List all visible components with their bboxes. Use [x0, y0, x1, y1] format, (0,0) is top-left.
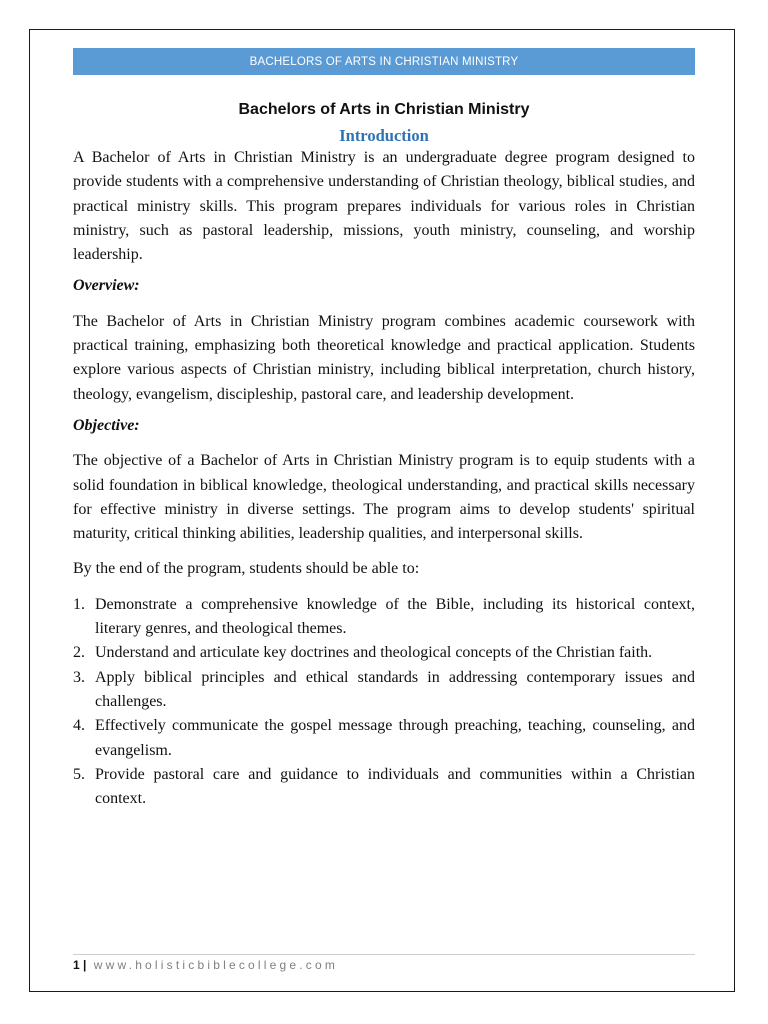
- list-item-number: 2.: [73, 644, 85, 662]
- list-item-text: Demonstrate a comprehensive knowledge of the Bible, including its historical context, literary genres, and theological themes.: [95, 595, 695, 638]
- objective-heading: Objective:: [73, 416, 140, 434]
- list-item-number: 4.: [73, 717, 85, 735]
- list-item-text: Understand and articulate key doctrines and theological concepts of the Christian faith.: [95, 644, 653, 662]
- overview-heading: Overview:: [73, 277, 140, 295]
- outcomes-list: [73, 593, 695, 812]
- header-band: [73, 48, 695, 75]
- list-intro: By the end of the program, students should be able to:: [73, 560, 420, 578]
- list-item: [73, 666, 695, 715]
- list-item-number: 5.: [73, 765, 85, 783]
- document-body: [73, 98, 695, 811]
- page-number: 1 |: [73, 958, 87, 972]
- list-item-number: 1.: [73, 595, 85, 613]
- list-item: [73, 593, 695, 642]
- list-item-text: Apply biblical principles and ethical standards in addressing contemporary issues and challenges.: [95, 668, 695, 710]
- page-footer: [73, 958, 338, 972]
- header-band-text: BACHELORS OF ARTS IN CHRISTIAN MINISTRY: [249, 55, 519, 68]
- intro-paragraph: A Bachelor of Arts in Christian Ministry is an undergraduate degree program designed to provide students with a comprehensive understanding of Christian theology, biblical studies, and practical ministry skills. This program prepares individuals for various roles in Christian ministry, such as pastoral leadership, missions, youth ministry, counseling, and worship leadership.: [73, 149, 695, 264]
- list-item: [73, 763, 695, 812]
- objective-paragraph: The objective of a Bachelor of Arts in Christian Ministry program is to equip students with a solid foundation in biblical knowledge, theological understanding, and practical skills necessary for effective ministry in diverse settings. The program aims to develop students' spiritual maturity, critical thinking abilities, leadership qualities, and interpersonal skills.: [73, 452, 695, 543]
- list-item-text: Effectively communicate the gospel message through preaching, teaching, counseling, and evangelism.: [95, 717, 695, 759]
- footer-website-link[interactable]: www.holisticbiblecollege.com: [93, 958, 339, 972]
- list-item: [73, 641, 695, 665]
- list-item-number: 3.: [73, 668, 85, 686]
- footer-divider: [73, 954, 695, 955]
- list-item-text: Provide pastoral care and guidance to individuals and communities within a Christian context.: [95, 765, 695, 808]
- intro-heading: Introduction: [339, 126, 429, 145]
- overview-paragraph: The Bachelor of Arts in Christian Ministry program combines academic coursework with practical training, emphasizing both theoretical knowledge and practical application. Students explore various aspects of Christian ministry, including biblical interpretation, church history, theology, evangelism, discipleship, pastoral care, and leadership development.: [73, 312, 695, 403]
- document-title: Bachelors of Arts in Christian Ministry: [238, 101, 530, 118]
- list-item: [73, 714, 695, 763]
